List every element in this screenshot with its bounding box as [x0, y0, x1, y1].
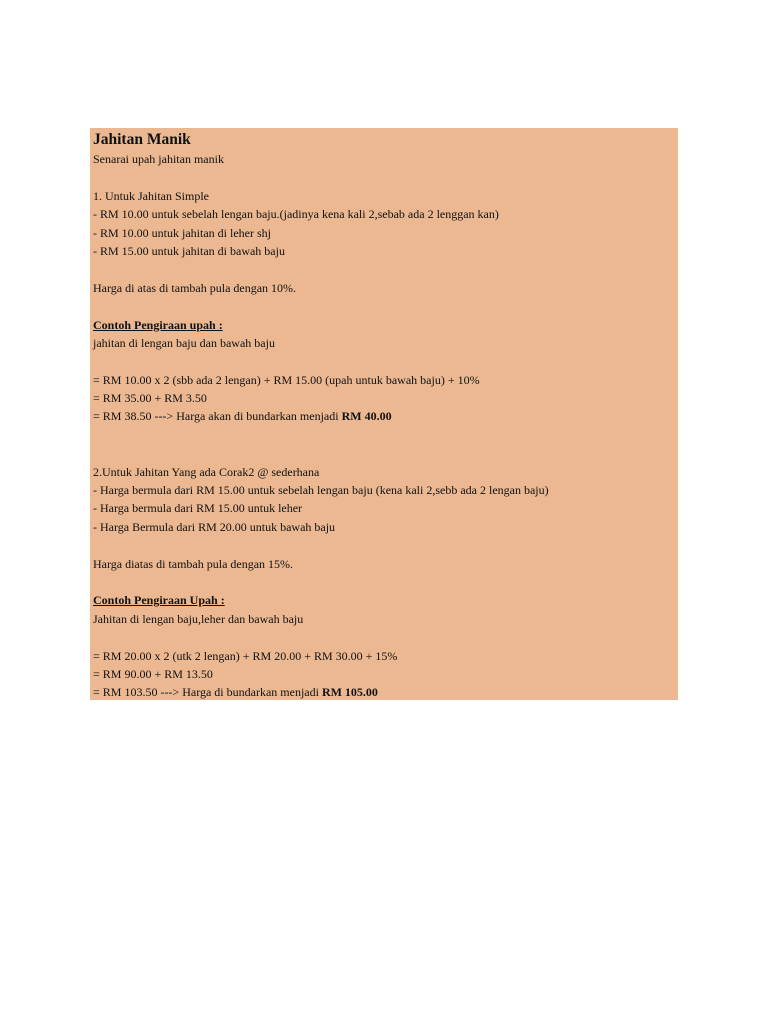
section1-example-heading: Contoh Pengiraan upah :	[93, 317, 223, 332]
section1-heading: 1. Untuk Jahitan Simple	[93, 188, 209, 203]
spacer	[93, 168, 675, 186]
document-title: Jahitan Manik	[93, 131, 191, 148]
document-content-box	[90, 128, 678, 700]
section1-result	[93, 407, 675, 425]
section2-result-value: RM 105.00	[321, 685, 378, 700]
spacer	[93, 297, 675, 315]
section2-example-heading: Contoh Pengiraan Upah :	[93, 593, 225, 608]
spacer	[93, 426, 675, 444]
section1-item: - RM 10.00 untuk jahitan di leher shj	[93, 225, 271, 240]
section1-calc-line: = RM 35.00 + RM 3.50	[93, 391, 207, 406]
section1-calc-line: = RM 10.00 x 2 (sbb ada 2 lengan) + RM 15.00 (upah untuk bawah baju) + 10%	[93, 372, 480, 387]
section2-item: - Harga bermula dari RM 15.00 untuk sebelah lengan baju (kena kali 2,sebb ada 2 lengan baju)	[93, 483, 549, 498]
section2-result-prefix: = RM 103.50 ---> Harga di bundarkan menjadi	[93, 685, 322, 700]
section1-item: - RM 15.00 untuk jahitan di bawah baju	[93, 243, 285, 258]
spacer	[93, 628, 675, 646]
section2-item: - Harga Bermula dari RM 20.00 untuk bawah baju	[93, 519, 336, 534]
section2-example-desc: Jahitan di lengan baju,leher dan bawah baju	[93, 611, 304, 626]
section2-item: - Harga bermula dari RM 15.00 untuk leher	[93, 501, 303, 516]
spacer	[93, 536, 675, 554]
section2-result	[93, 683, 675, 701]
spacer	[93, 444, 675, 462]
section2-note: Harga diatas di tambah pula dengan 15%.	[93, 556, 294, 571]
section1-result-value: RM 40.00	[341, 409, 392, 424]
spacer	[93, 352, 675, 370]
section1-item: - RM 10.00 untuk sebelah lengan baju.(jadinya kena kali 2,sebab ada 2 lenggan kan)	[93, 207, 499, 222]
section1-note: Harga di atas di tambah pula dengan 10%.	[93, 280, 297, 295]
section1-result-prefix: = RM 38.50 ---> Harga akan di bundarkan menjadi	[93, 409, 342, 424]
spacer	[93, 573, 675, 591]
spacer	[93, 260, 675, 278]
section2-calc-line: = RM 90.00 + RM 13.50	[93, 666, 213, 681]
section2-heading: 2.Untuk Jahitan Yang ada Corak2 @ sederhana	[93, 464, 320, 479]
section2-calc-line: = RM 20.00 x 2 (utk 2 lengan) + RM 20.00 + RM 30.00 + 15%	[93, 648, 398, 663]
document-subtitle: Senarai upah jahitan manik	[93, 152, 224, 166]
section1-example-desc: jahitan di lengan baju dan bawah baju	[93, 335, 275, 350]
